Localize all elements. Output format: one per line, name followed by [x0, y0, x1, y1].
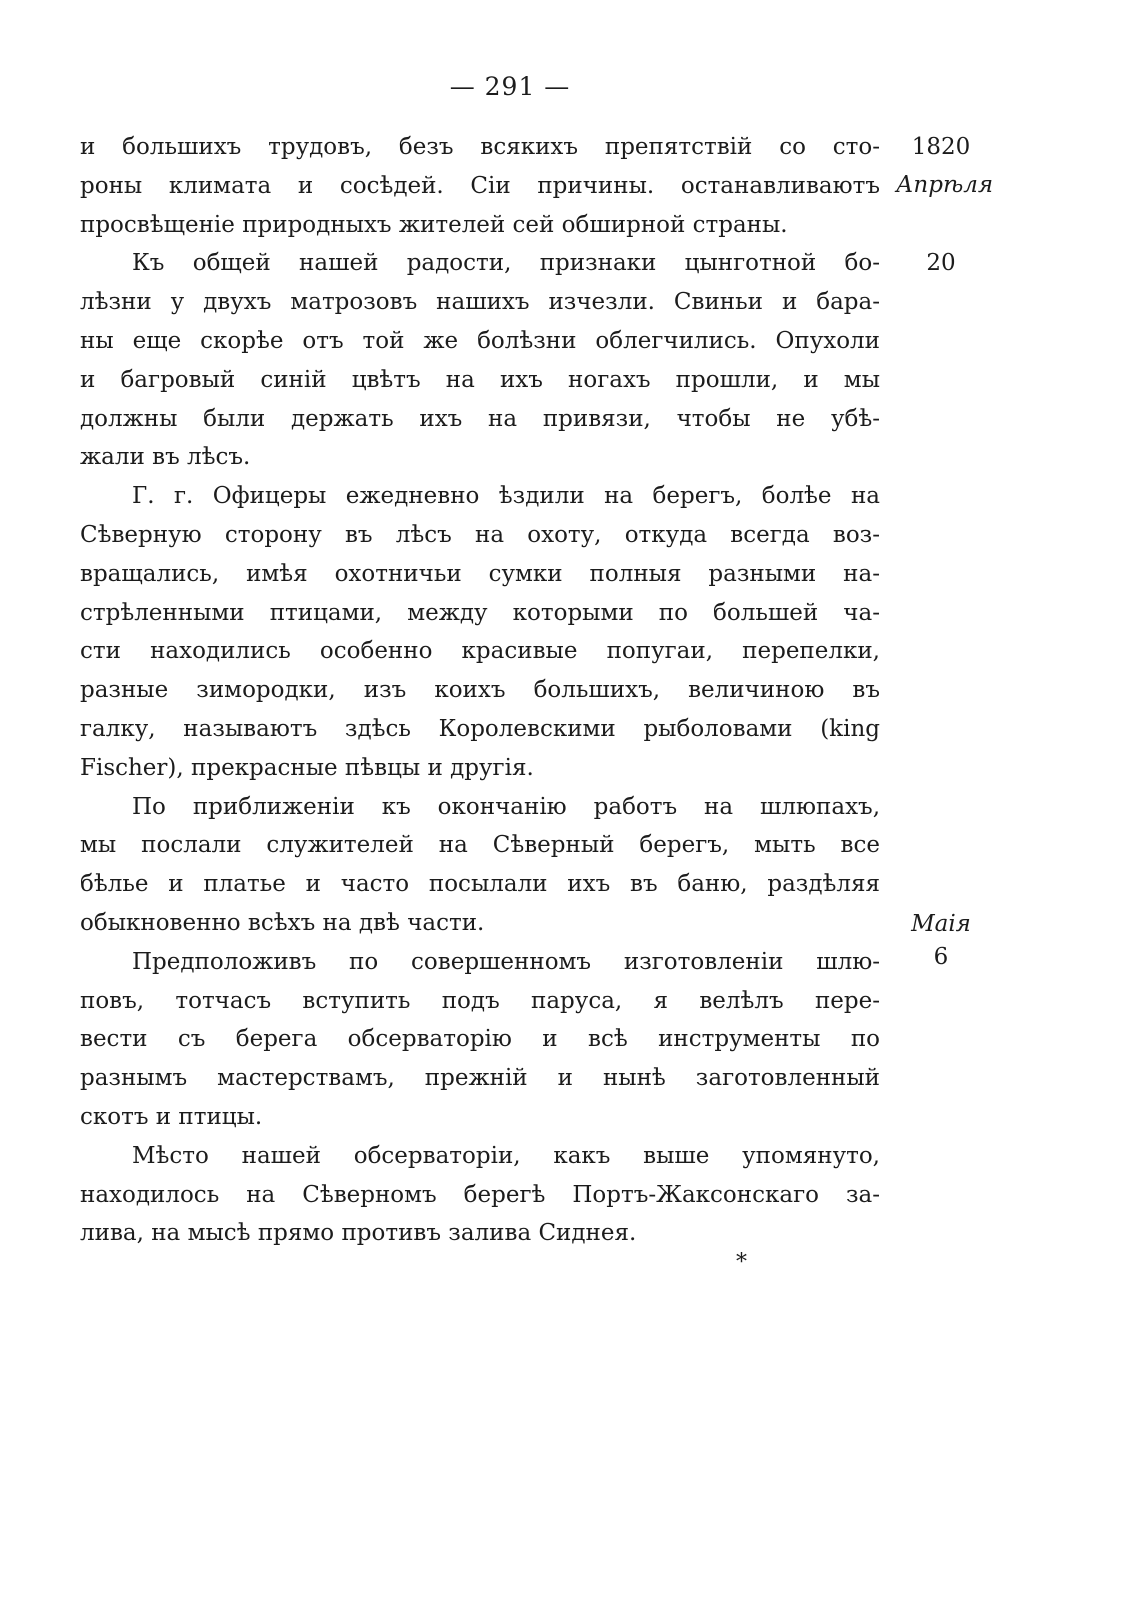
text-line: Г. г. Офицеры ежедневно ѣздили на берегъ, болѣе на [132, 483, 880, 510]
text-line: ны еще скорѣе отъ той же болѣзни облегчились. Опухоли [80, 327, 880, 354]
text-line: скотъ и птицы. [80, 1103, 263, 1130]
text-line: Сѣверную сторону въ лѣсъ на охоту, откуда всегда воз- [80, 521, 880, 548]
margin-month-may-label: Маія [911, 911, 971, 937]
text-line: сти находились особенно красивые попугаи, перепелки, [80, 638, 880, 665]
text-line: просвѣщеніе природныхъ жителей сей обширной страны. [80, 211, 788, 238]
margin-year: 1820 [911, 134, 971, 160]
text-line: лива, на мысѣ прямо противъ залива Сиднея. [80, 1220, 637, 1247]
margin-day-20: 20 [926, 250, 956, 276]
margin-month-april-label: Апрѣля [896, 172, 994, 198]
text-line: бѣлье и платье и часто посылали ихъ въ баню, раздѣляя [80, 871, 880, 898]
text-line: вращались, имѣя охотничьи сумки полныя разными на- [80, 560, 880, 587]
body-text [80, 128, 880, 1253]
text-line: роны климата и сосѣдей. Сіи причины. останавливаютъ [80, 172, 880, 199]
text-line: повъ, тотчасъ вступить подъ паруса, я велѣлъ пере- [80, 987, 880, 1014]
text-line: и большихъ трудовъ, безъ всякихъ препятствій со сто- [80, 134, 880, 160]
text-line: разные зимородки, изъ коихъ большихъ, величиною въ [80, 677, 880, 704]
text-line: и багровый синій цвѣтъ на ихъ ногахъ прошли, и мы [80, 366, 880, 393]
paragraph [80, 128, 880, 244]
text-line: вести съ берега обсерваторію и всѣ инструменты по [80, 1026, 880, 1053]
text-line: лѣзни у двухъ матрозовъ нашихъ изчезли. Свиньи и бара- [80, 289, 880, 316]
paragraph [80, 788, 880, 943]
text-line: Мѣсто нашей обсерваторіи, какъ выше упомянуто, [132, 1142, 880, 1169]
text-line: жали въ лѣсъ. [80, 444, 251, 471]
paragraph [80, 244, 880, 477]
page-number: — 291 — [449, 72, 571, 101]
text-line: обыкновенно всѣхъ на двѣ части. [80, 909, 485, 936]
footer-mark: * [736, 1250, 747, 1275]
text-line: Предположивъ по совершенномъ изготовленіи шлю- [132, 948, 880, 975]
text-line: разнымъ мастерствамъ, прежній и нынѣ заготовленный [80, 1065, 880, 1092]
paragraph [80, 943, 880, 1137]
text-line: должны были держать ихъ на привязи, чтобы не убѣ- [80, 405, 880, 432]
text-line: По приближеніи къ окончанію работъ на шлюпахъ, [132, 793, 880, 820]
text-line: галку, называютъ здѣсь Королевскими рыболовами (king [80, 715, 880, 742]
margin-month-april [896, 166, 994, 205]
text-line: мы послали служителей на Сѣверный берегъ, мыть все [80, 832, 880, 859]
margin-day-6: 6 [933, 944, 949, 970]
text-line: Fischer), прекрасные пѣвцы и другія. [80, 754, 534, 781]
text-line: Къ общей нашей радости, признаки цынготной бо- [132, 250, 880, 277]
text-line: стрѣленными птицами, между которыми по большей ча- [80, 599, 880, 626]
paragraph [80, 1137, 880, 1253]
text-line: находилось на Сѣверномъ берегѣ Портъ-Жаксонскаго за- [80, 1181, 880, 1208]
paragraph [80, 477, 880, 787]
